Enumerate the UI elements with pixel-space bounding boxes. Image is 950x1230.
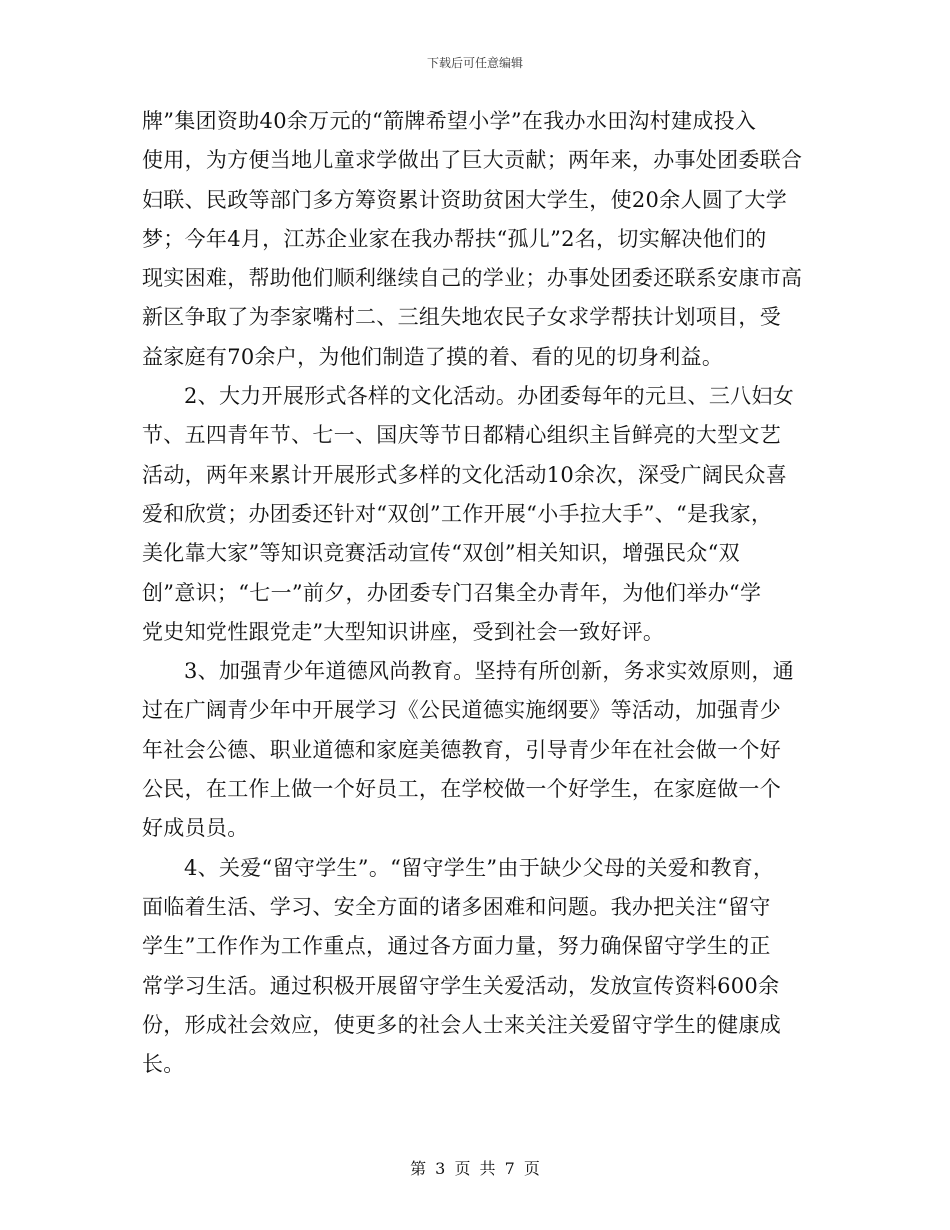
text-line: 现实困难，帮助他们顺利继续自己的学业；办事处团委还联系安康市高 <box>142 266 803 291</box>
text-line: 益家庭有70余户，为他们制造了摸的着、看的见的切身利益。 <box>142 344 724 369</box>
text-line: 好成员员。 <box>142 816 249 841</box>
text-line: 新区争取了为李家嘴村二、三组失地农民子女求学帮扶计划项目，受 <box>142 305 781 330</box>
text-line: 长。 <box>142 1052 185 1077</box>
text-line: 党史知党性跟党走”大型知识讲座，受到社会一致好评。 <box>142 619 665 644</box>
text-line: 创”意识；“七一”前夕，办团委专门召集全办青年，为他们举办“学 <box>142 580 762 605</box>
text-line: 面临着生活、学习、安全方面的诸多困难和问题。我办把关注“留守 <box>142 894 771 919</box>
text-line: 份，形成社会效应，使更多的社会人士来关注关爱留守学生的健康成 <box>142 1012 781 1037</box>
text-line: 牌”集团资助40余万元的“箭牌希望小学”在我办水田沟村建成投入 <box>142 109 757 133</box>
text-line: 节、五四青年节、七一、国庆等节日都精心组织主旨鲜亮的大型文艺 <box>142 423 781 448</box>
page-header: 下载后可任意编辑 <box>426 56 523 70</box>
text-line: 爱和欣赏；办团委还针对“双创”工作开展“小手拉大手”、“是我家， <box>142 501 773 526</box>
text-line: 3、加强青少年道德风尚教育。坚持有所创新，务求实效原则，通 <box>184 659 795 684</box>
page-footer: 第 3 页 共 7 页 <box>410 1159 540 1178</box>
text-line: 过在广阔青少年中开展学习《公民道德实施纲要》等活动，加强青少 <box>142 698 781 723</box>
text-line: 公民，在工作上做一个好员工，在学校做一个好学生，在家庭做一个 <box>142 777 781 802</box>
body-text <box>142 102 818 1084</box>
text-line: 4、关爱“留守学生”。“留守学生”由于缺少父母的关爱和教育， <box>184 855 775 880</box>
text-line: 常学习生活。通过积极开展留守学生关爱活动，发放宣传资料600余 <box>142 973 780 998</box>
text-line: 2、大力开展形式各样的文化活动。办团委每年的元旦、三八妇女 <box>184 384 795 409</box>
text-line: 梦；今年4月，江苏企业家在我办帮扶“孤儿”2名，切实解决他们的 <box>142 226 767 251</box>
text-line: 美化靠大家”等知识竞赛活动宣传“双创”相关知识，增强民众“双 <box>142 541 740 566</box>
text-line: 使用，为方便当地儿童求学做出了巨大贡献；两年来，办事处团委联合 <box>142 148 803 173</box>
text-line: 妇联、民政等部门多方筹资累计资助贫困大学生，使20余人圆了大学 <box>142 187 788 212</box>
text-line: 活动，两年来累计开展形式多样的文化活动10余次，深受广阔民众喜 <box>142 462 788 487</box>
text-line: 学生”工作作为工作重点，通过各方面力量，努力确保留守学生的正 <box>142 934 771 959</box>
text-line: 年社会公德、职业道德和家庭美德教育，引导青少年在社会做一个好 <box>142 737 781 762</box>
